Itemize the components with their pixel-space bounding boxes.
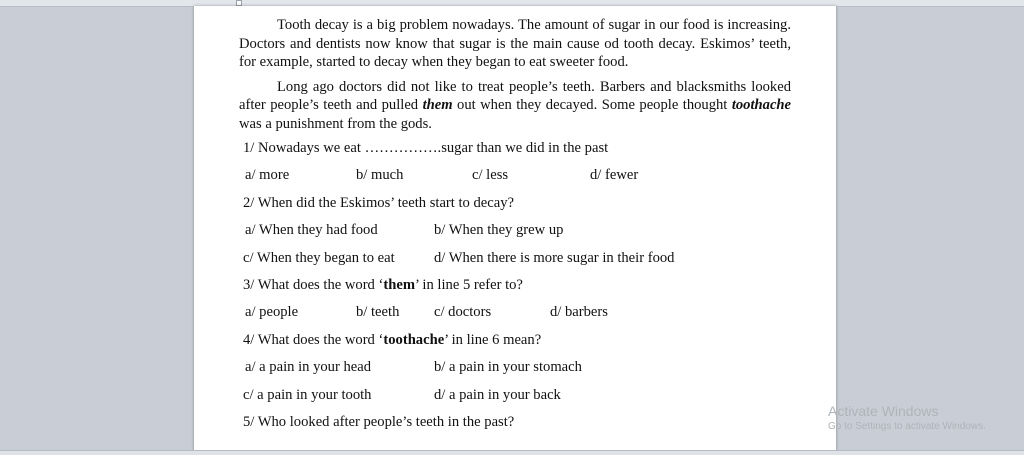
question-4-options-row-2 [239,382,791,409]
question-3 [239,272,791,299]
q3-option-d: d/ barbers [550,304,608,321]
q3-option-c: c/ doctors [434,304,492,321]
question-3-keyword: them [383,276,415,293]
paragraph-2-part-3: was a punishment from the gods. [239,115,432,132]
question-2-text: 2/ When did the Eskimos’ teeth start to decay? [243,194,514,211]
question-1-options [239,162,791,189]
q2-option-d: d/ When there is more sugar in their food [434,249,675,266]
paragraph-2 [239,78,791,134]
document-page[interactable] [194,6,836,452]
paragraph-2-part-1: Long ago doctors did not like to treat people’s teeth. Barbers and blacksmiths looked after people’s teeth and pulled [239,78,791,113]
watermark-subtitle: Go to Settings to activate Windows. [828,421,986,432]
emphasis-them: them [422,97,453,113]
paragraph-2-part-2: out when they decayed. Some people thought [452,97,732,113]
question-2-options-row-2 [239,245,791,272]
activation-watermark [828,402,986,433]
question-5 [239,409,791,436]
q2-option-c: c/ When they began to eat [243,249,395,266]
q4-option-a: a/ a pain in your head [245,359,372,376]
q4-option-c: c/ a pain in your tooth [243,386,372,403]
question-3-text [243,272,523,299]
question-4 [239,327,791,354]
question-4-text-post: ’ in line 6 mean? [444,331,542,348]
question-4-text [243,327,541,354]
status-bar [0,450,1024,455]
q1-option-b: b/ much [356,167,404,184]
q2-option-a: a/ When they had food [245,222,378,239]
question-3-text-pre: 3/ What does the word ‘ [243,276,384,293]
question-1-text: 1/ Nowadays we eat …………….sugar than we did in the past [243,140,609,156]
q3-option-b: b/ teeth [356,304,400,321]
question-2 [239,190,791,217]
q1-option-a: a/ more [245,167,290,184]
question-3-options [239,299,791,326]
question-4-keyword: toothache [383,331,445,348]
q4-option-d: d/ a pain in your back [434,386,561,403]
paragraph-1: Tooth decay is a big problem nowadays. The amount of sugar in our food is increasing. Doctors and dentists now know that sugar is the main cause od tooth decay. Eskimos’ teeth, for example, started to decay when they began to eat sweeter food. [239,17,791,70]
question-5-text: 5/ Who looked after people’s teeth in the past? [243,413,515,430]
q1-option-d: d/ fewer [590,167,639,184]
q2-option-b: b/ When they grew up [434,222,564,239]
question-1 [239,135,791,162]
question-4-text-pre: 4/ What does the word ‘ [243,331,384,348]
q1-option-c: c/ less [472,167,509,184]
q3-option-a: a/ people [245,304,299,321]
question-2-options-row-1 [239,217,791,244]
question-4-options-row-1 [239,354,791,381]
q4-option-b: b/ a pain in your stomach [434,359,582,376]
document-body [239,16,791,436]
question-3-text-post: ’ in line 5 refer to? [415,276,523,293]
watermark-title: Activate Windows [828,403,939,419]
emphasis-toothache: toothache [731,97,792,113]
